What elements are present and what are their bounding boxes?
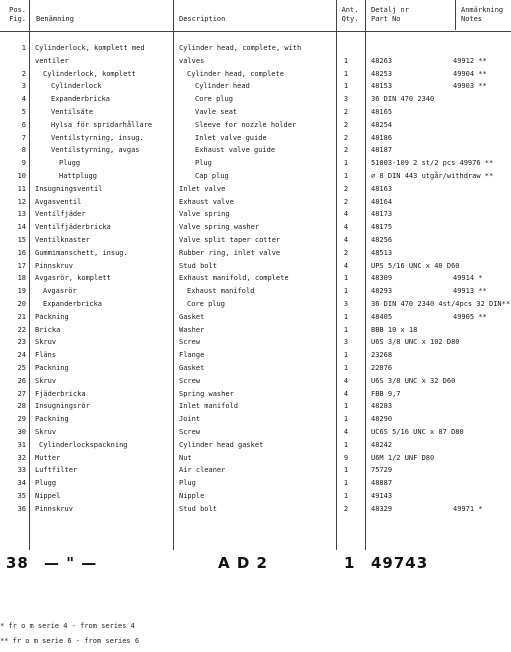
row-pos: 15 [17,236,26,244]
row-pos: 22 [17,325,26,334]
row-description: Cap plug [195,172,229,180]
row-benamning: Ventilstyrning, insug. [51,133,144,142]
row-description: Valve spring washer [179,223,260,232]
row-qty: 3 [343,338,349,347]
row-benamning: Ventilstyrning, avgas [51,146,140,155]
row-description: Exhaust manifold [187,287,255,296]
row-benamning: Ventilknaster [35,236,90,244]
row-description: Screw [179,428,201,436]
handwritten-part: 49743 [371,554,429,572]
row-description: Exhaust manifold, complete [179,274,289,283]
row-benamning: Ventilfjäder [35,210,86,219]
row-part-no: 48163 [371,184,393,193]
row-pos: 36 [17,504,26,513]
row-qty: 1 [343,172,349,180]
row-description: Screw [179,338,201,347]
row-description: valves [179,56,205,65]
row-benamning: Pinnskruv [35,261,73,270]
row-pos: 33 [17,466,26,475]
row-description: Rubber ring, inlet valve [179,248,281,257]
footnote-series-4: * fr o m serie 4 - from series 4 [0,622,135,630]
row-qty: 1 [343,415,349,424]
row-pos: 2 [21,69,26,78]
header-notes [461,6,503,24]
row-part-no: 36 DIN 470 2340 [371,95,435,104]
header-qty-line2: Qty. [341,15,359,23]
row-part-no: 48187 [371,146,393,155]
row-part-no: 48165 [371,108,393,116]
row-part-no: 48513 [371,248,393,257]
row-qty: 2 [343,133,349,142]
header-qty [339,6,361,24]
row-description: Stud bolt [179,504,217,513]
row-pos: 34 [17,479,26,488]
row-part-no: 48242 [371,440,393,449]
row-qty: 4 [343,376,349,385]
row-qty: 3 [343,300,349,308]
row-benamning: Plugg [35,479,57,488]
header-notes-line2: Notes [461,15,483,23]
row-benamning: Luftfilter [35,466,78,475]
row-note: 49914 * [453,274,483,283]
row-description: Cylinder head [195,82,250,91]
header-pos-line2: Fig. [9,15,26,23]
row-benamning: Packning [35,364,69,372]
row-benamning: Skruv [35,376,57,385]
row-description: Flange [179,351,205,360]
row-part-no: 36 DIN 470 2340 4st/4pcs 32 DIN** [371,300,511,308]
row-pos: 20 [17,300,26,308]
row-qty: 4 [343,261,349,270]
row-qty: 1 [343,466,349,475]
row-description: Joint [179,415,201,424]
footnote-series-6: ** fr o m serie 6 - from series 6 [0,637,140,645]
row-pos: 4 [21,95,26,104]
row-benamning: Hattplugg [59,172,97,180]
row-part-no: 48186 [371,133,393,142]
row-qty: 1 [343,69,349,78]
row-benamning: Plugg [59,159,81,168]
row-benamning: Mutter [35,453,61,462]
row-benamning: ventiler [35,56,69,65]
row-qty: 1 [343,364,349,372]
row-qty: 2 [343,184,349,193]
row-part-no: 48173 [371,210,393,219]
row-benamning: Cylinderlock, komplett [43,69,136,78]
row-benamning: Nippel [35,492,61,500]
row-qty: 4 [343,223,349,232]
row-benamning: Skruv [35,428,57,436]
row-pos: 21 [17,312,26,321]
row-pos: 28 [17,402,26,411]
row-description: Air cleaner [179,466,226,475]
row-description: Plug [195,159,212,168]
row-qty: 9 [343,453,349,462]
row-benamning: Expanderbricka [43,300,103,308]
row-part-no: 48290 [371,415,393,424]
row-description: Vavle seat [195,108,238,116]
row-part-no: UPS 5/16 UNC x 40 D60 [371,261,460,270]
row-pos: 29 [17,415,26,424]
row-part-no: 49143 [371,492,393,500]
row-pos: 25 [17,364,26,372]
row-qty: 2 [343,108,349,116]
row-benamning: Fjäderbricka [35,389,86,398]
row-benamning: Gummimanschett, insug. [35,248,128,257]
row-pos: 30 [17,428,26,436]
row-qty: 1 [343,325,349,334]
header-description: Description [179,15,226,23]
row-note: 49903 ** [453,82,487,91]
row-pos: 3 [21,82,26,91]
row-qty: 4 [343,428,349,436]
row-description: Exhaust valve [179,197,234,206]
row-benamning: Fläns [35,351,57,360]
row-pos: 16 [17,248,26,257]
row-qty: 1 [343,287,349,296]
row-pos: 9 [21,159,26,168]
row-part-no: 48263 [371,56,393,65]
row-part-no: BBB 10 x 18 [371,325,418,334]
row-description: Exhaust valve guide [195,146,276,155]
row-part-no: U6S 3/8 UNC x 32 D60 [371,376,456,385]
row-pos: 14 [17,223,26,232]
row-pos: 19 [17,287,26,296]
row-benamning: Ventilsäte [51,108,94,116]
row-part-no: 48175 [371,223,393,232]
row-description: Gasket [179,364,205,372]
header-part-no [371,6,409,24]
row-part-no: 51003-109 2 st/2 pcs 49976 ** [371,159,494,168]
row-qty: 1 [343,479,349,488]
row-part-no: U6M 1/2 UNF D80 [371,453,435,462]
header-part-line1: Detalj nr [371,6,409,14]
row-benamning: Cylinderlock, komplett med [35,44,145,52]
row-pos: 6 [21,120,26,129]
row-benamning: Skruv [35,338,57,347]
row-part-no: 23268 [371,351,393,360]
row-benamning: Cylinderlockspackning [39,440,128,449]
row-description: Core plug [195,95,233,104]
row-qty: 1 [343,82,349,91]
header-separator [0,31,511,32]
row-part-no: 48254 [371,120,393,129]
handwritten-desc: A D 2 [218,554,268,572]
row-qty: 2 [343,504,349,513]
row-benamning: Hylsa för spridarhållare [51,120,153,129]
handwritten-ditto: — " — [44,554,98,572]
row-pos: 27 [17,389,26,398]
handwritten-qty: 1 [344,554,356,572]
row-pos: 23 [17,338,26,347]
row-part-no: 48256 [371,236,393,244]
row-pos: 1 [21,44,26,52]
row-description: Valve split taper cotter [179,236,281,244]
row-pos: 35 [17,492,26,500]
row-description: Washer [179,325,205,334]
row-part-no: 48253 [371,69,393,78]
row-qty: 2 [343,197,349,206]
row-pos: 31 [17,440,26,449]
header-notes-line1: Anmärkning [461,6,504,14]
row-qty: 2 [343,248,349,257]
row-benamning: Avgasrör, komplett [35,274,111,283]
row-description: Inlet manifold [179,402,239,411]
row-description: Plug [179,479,196,488]
row-description: Gasket [179,312,205,321]
header-part-line2: Part No [371,15,401,23]
row-pos: 13 [17,210,26,219]
header-qty-line1: Ant. [341,6,359,14]
row-description: Spring washer [179,389,234,398]
row-part-no: U6S 3/8 UNC x 102 D80 [371,338,460,347]
header-pos-line1: Pos. [9,6,26,14]
col-divider-part [455,0,456,30]
row-qty: 4 [343,210,349,219]
row-qty: 1 [343,351,349,360]
row-pos: 11 [17,184,26,193]
row-note: 49905 ** [453,312,487,321]
row-benamning: Insugningsrör [35,402,90,411]
row-description: Cylinder head gasket [179,440,264,449]
row-description: Screw [179,376,201,385]
row-benamning: Bricka [35,325,61,334]
row-pos: 24 [17,351,26,360]
row-description: Inlet valve [179,184,226,193]
row-part-no: 48887 [371,479,393,488]
row-part-no: FBB 9,7 [371,389,401,398]
row-pos: 26 [17,376,26,385]
row-description: Core plug [187,300,225,308]
table-row [0,502,511,517]
row-benamning: Avgasrör [43,287,77,296]
row-qty: 1 [343,274,349,283]
row-part-no: 48293 [371,287,393,296]
row-qty: 1 [343,492,349,500]
row-qty: 1 [343,402,349,411]
row-note: 49904 ** [453,69,487,78]
row-qty: 1 [343,312,349,321]
row-qty: 4 [343,236,349,244]
row-benamning: Pinnskruv [35,504,73,513]
row-pos: 10 [17,172,26,180]
row-benamning: Cylinderlock [51,82,102,91]
row-part-no: 48329 [371,504,393,513]
row-benamning: Avgasventil [35,197,82,206]
row-part-no: 48153 [371,82,393,91]
row-description: Nipple [179,492,205,500]
row-part-no: 22876 [371,364,393,372]
row-pos: 32 [17,453,26,462]
row-description: Valve spring [179,210,230,219]
row-qty: 3 [343,95,349,104]
row-qty: 2 [343,120,349,129]
row-description: Cylinder head, complete [187,69,284,78]
row-description: Cylinder head, complete, with [179,44,302,52]
row-description: Inlet valve guide [195,133,267,142]
row-note: 49912 ** [453,56,487,65]
row-part-no: 48164 [371,197,393,206]
row-part-no: ∅ 8 DIN 443 utgår/withdraw ** [371,172,494,180]
row-part-no: 48405 [371,312,393,321]
header-pos [4,6,26,24]
row-pos: 7 [21,133,26,142]
row-note: 49971 * [453,504,483,513]
row-description: Nut [179,453,192,462]
row-pos: 18 [17,274,26,283]
row-qty: 1 [343,440,349,449]
row-part-no: 48283 [371,402,393,411]
row-description: Stud bolt [179,261,217,270]
row-part-no: UC6S 5/16 UNC x 87 D80 [371,428,464,436]
row-qty: 1 [343,56,349,65]
row-pos: 17 [17,261,26,270]
row-pos: 5 [21,108,26,116]
row-benamning: Expanderbricka [51,95,111,104]
row-benamning: Packning [35,312,69,321]
row-qty: 2 [343,146,349,155]
row-part-no: 75729 [371,466,393,475]
row-qty: 4 [343,389,349,398]
handwritten-pos: 38 [6,554,29,572]
row-benamning: Ventilfjäderbricka [35,223,111,232]
row-note: 49913 ** [453,287,487,296]
row-description: Sleeve for nozzle holder [195,120,297,129]
row-qty: 1 [343,159,349,168]
row-pos: 8 [21,146,26,155]
row-benamning: Insugningsventil [35,184,103,193]
row-part-no: 48309 [371,274,393,283]
row-benamning: Packning [35,415,69,424]
header-benamning: Benämning [36,15,74,23]
row-pos: 12 [17,197,26,206]
